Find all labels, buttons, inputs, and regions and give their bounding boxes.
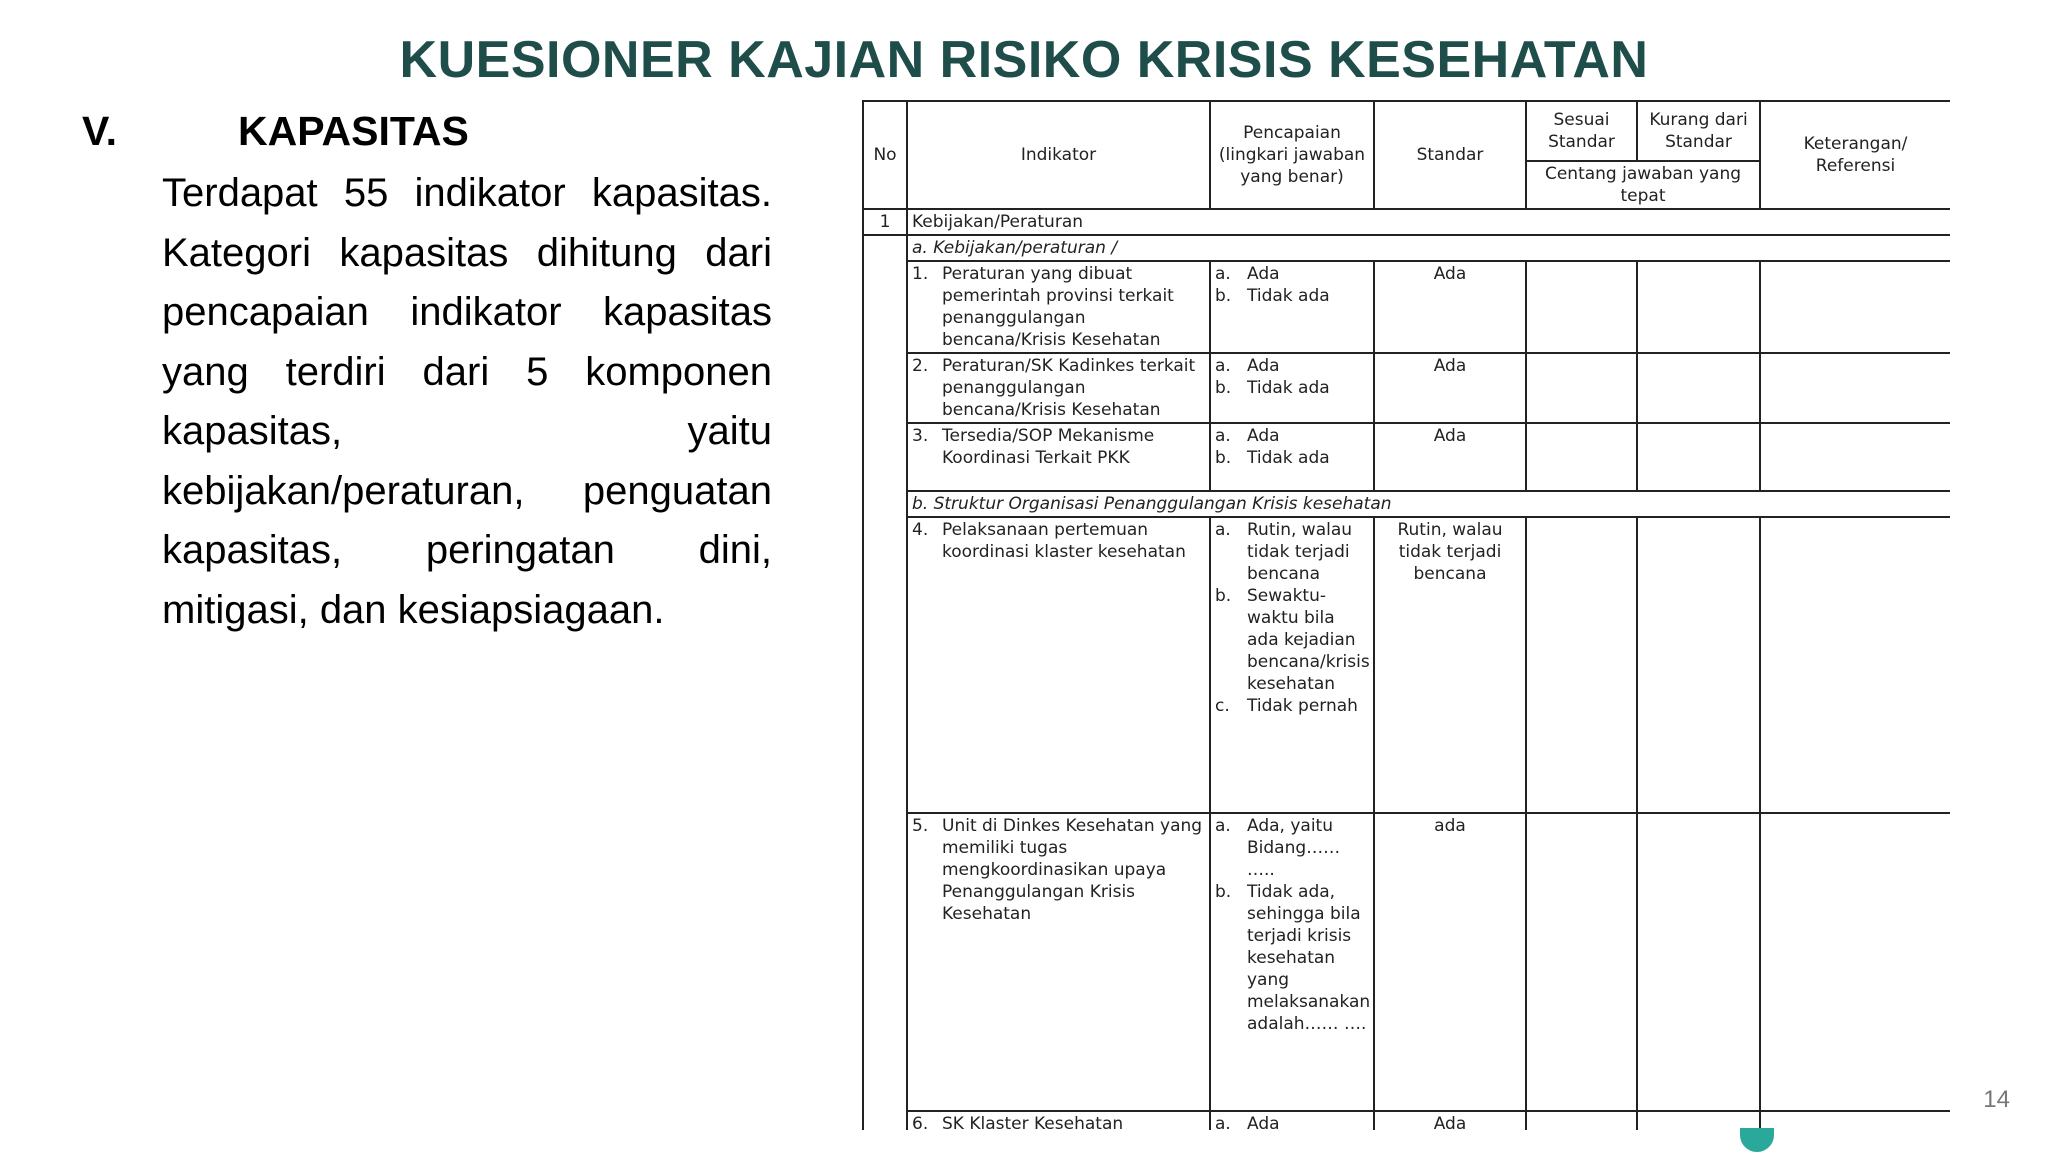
pencapaian-cell: a. Ada b. Tidak ada [1210,423,1374,491]
group-row-kebijakan [863,209,1950,235]
subgroup-label-a: a. Kebijakan/peraturan / [907,235,1950,261]
sesuai-cell[interactable] [1526,1111,1637,1130]
header-pencapaian: Pencapaian (lingkari jawaban yang benar) [1210,101,1374,209]
capacity-section [82,108,772,640]
section-body: Terdapat 55 indikator kapasitas. Kategori kapasitas dihitung dari pencapaian indikator kapasitas yang terdiri dari 5 komponen kapasitas, yaitu kebijakan/peraturan, penguatan kapasitas, peringatan dini, mitigasi, dan kesiapsiagaan. [162,171,772,632]
kurang-cell[interactable] [1637,813,1760,1111]
kurang-cell[interactable] [1637,517,1760,813]
group-label: Kebijakan/Peraturan [907,209,1950,235]
indikator-cell: 1. Peraturan yang dibuat pemerintah provinsi terkait penanggulangan bencana/Krisis Kesehatan [907,261,1210,353]
indikator-cell: 3. Tersedia/SOP Mekanisme Koordinasi Terkait PKK [907,423,1210,491]
table-row [863,1111,1950,1130]
group-number: 1 [863,209,907,235]
kurang-cell[interactable] [1637,353,1760,423]
section-heading [82,108,772,164]
header-centang: Centang jawaban yang tepat [1526,161,1760,209]
table-row [863,423,1950,491]
subgroup-row-a [863,235,1950,261]
sesuai-cell[interactable] [1526,353,1637,423]
table-row [863,261,1950,353]
keterangan-cell[interactable] [1760,813,1950,1111]
section-number: V. [82,108,117,154]
header-sesuai-standar: Sesuai Standar [1526,101,1637,161]
pencapaian-cell: a. Ada b. Tidak ada [1210,353,1374,423]
indikator-cell: 6. SK Klaster Kesehatan [907,1111,1210,1130]
header-keterangan: Keterangan/ Referensi [1760,101,1950,209]
sesuai-cell[interactable] [1526,813,1637,1111]
standar-cell: Ada [1374,1111,1526,1130]
subgroup-label-b: b. Struktur Organisasi Penanggulangan Krisis kesehatan [907,491,1950,517]
page-number: 14 [1983,1086,2010,1113]
standar-cell: Rutin, walau tidak terjadi bencana [1374,517,1526,813]
group-number-span [863,235,907,1130]
table-row [863,813,1950,1111]
pencapaian-cell: a. Ada b. Tidak ada [1210,261,1374,353]
keterangan-cell[interactable] [1760,423,1950,491]
section-title: KAPASITAS [238,108,469,154]
header-row [863,101,1950,161]
keterangan-cell[interactable] [1760,261,1950,353]
questionnaire-table [862,100,1950,1130]
sesuai-cell[interactable] [1526,517,1637,813]
standar-cell: Ada [1374,353,1526,423]
standar-cell: Ada [1374,423,1526,491]
subgroup-row-b [863,491,1950,517]
questionnaire-table-container [862,100,1950,1130]
header-no: No [863,101,907,209]
indikator-cell: 2. Peraturan/SK Kadinkes terkait penanggulangan bencana/Krisis Kesehatan [907,353,1210,423]
sesuai-cell[interactable] [1526,423,1637,491]
keterangan-cell[interactable] [1760,517,1950,813]
header-standar: Standar [1374,101,1526,209]
slide-title: KUESIONER KAJIAN RISIKO KRISIS KESEHATAN [399,31,1649,89]
standar-cell: ada [1374,813,1526,1111]
keterangan-cell[interactable] [1760,1111,1950,1130]
header-kurang-dari-standar: Kurang dari Standar [1637,101,1760,161]
pencapaian-cell: a. Ada, yaitu Bidang…… ….. b. Tidak ada, sehingga bila terjadi krisis kesehatan yang melaksanakan adalah…… …. [1210,813,1374,1111]
indikator-cell: 5. Unit di Dinkes Kesehatan yang memiliki tugas mengkoordinasikan upaya Penanggulangan Krisis Kesehatan [907,813,1210,1111]
kurang-cell[interactable] [1637,423,1760,491]
kurang-cell[interactable] [1637,261,1760,353]
sesuai-cell[interactable] [1526,261,1637,353]
table-row [863,517,1950,813]
standar-cell: Ada [1374,261,1526,353]
decorative-shape [1740,1128,1774,1152]
pencapaian-cell: a. Rutin, walau tidak terjadi bencana b. Sewaktu-waktu bila ada kejadian bencana/krisis kesehatan c. Tidak pernah [1210,517,1374,813]
pencapaian-cell: a. Ada [1210,1111,1374,1130]
keterangan-cell[interactable] [1760,353,1950,423]
header-indikator: Indikator [907,101,1210,209]
table-row [863,353,1950,423]
indikator-cell: 4. Pelaksanaan pertemuan koordinasi klaster kesehatan [907,517,1210,813]
